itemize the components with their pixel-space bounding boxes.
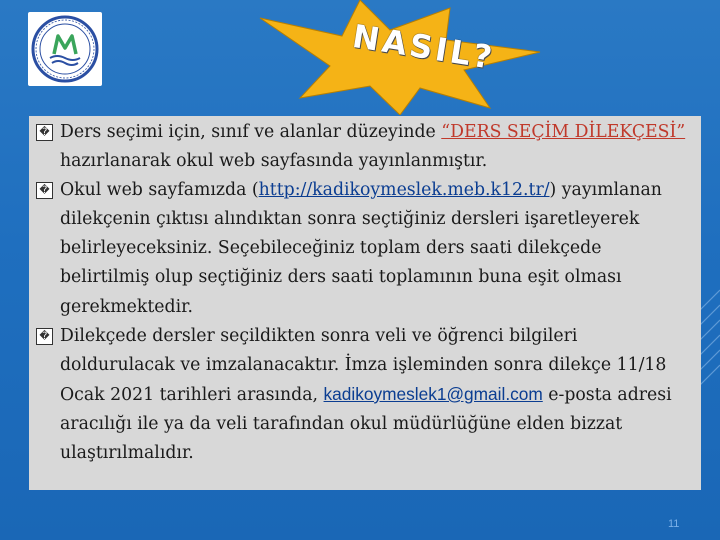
content-text	[36, 118, 696, 468]
paragraph-3-text-b: e-posta adresi aracılığı ile ya da veli tarafından okul müdürlüğüne elden bizzat ulaştırılmalıdır.	[60, 384, 672, 464]
paragraph-1-text-a: Ders seçimi için, sınıf ve alanlar düzeyinde	[60, 122, 442, 142]
missing-glyph-bullet-icon: �	[36, 182, 53, 199]
missing-glyph-bullet-icon: �	[36, 328, 53, 345]
school-logo-icon	[28, 12, 102, 86]
paragraph-2-text-b: ) yayımlanan dilekçenin çıktısı alındıktan sonra seçtiğiniz dersleri işaretleyerek belirleyeceksiniz. Seçebileceğiniz toplam ders saati dilekçede belirtilmiş olup seçtiğiniz ders saati toplamının buna eşit olması gerekmektedir.	[60, 180, 662, 317]
missing-glyph-bullet-icon: �	[36, 124, 53, 141]
school-website-link[interactable]: http://kadikoymeslek.meb.k12.tr/	[258, 180, 550, 201]
school-email-link[interactable]: kadikoymeslek1@gmail.com	[323, 383, 543, 404]
school-logo	[28, 12, 102, 86]
page-number: 11	[668, 518, 680, 530]
paragraph-3	[36, 322, 696, 468]
paragraph-2-text-a: Okul web sayfamızda (	[60, 180, 259, 201]
paragraph-1-text-b: hazırlanarak okul web sayfasında yayınlanmıştır.	[60, 151, 488, 172]
ders-secim-dilekcesi-label: “DERS SEÇİM DİLEKÇESİ”	[441, 122, 686, 142]
paragraph-3-text-a: Dilekçede dersler seçildikten sonra veli ve öğrenci bilgileri doldurulacak ve imzalanacaktır. İmza işleminden sonra dilekçe 11/18 Ocak 2021 tarihleri arasında,	[60, 325, 667, 405]
paragraph-2	[36, 176, 696, 321]
nasil-badge-text: NASIL?	[349, 17, 498, 77]
paragraph-1	[36, 118, 696, 176]
